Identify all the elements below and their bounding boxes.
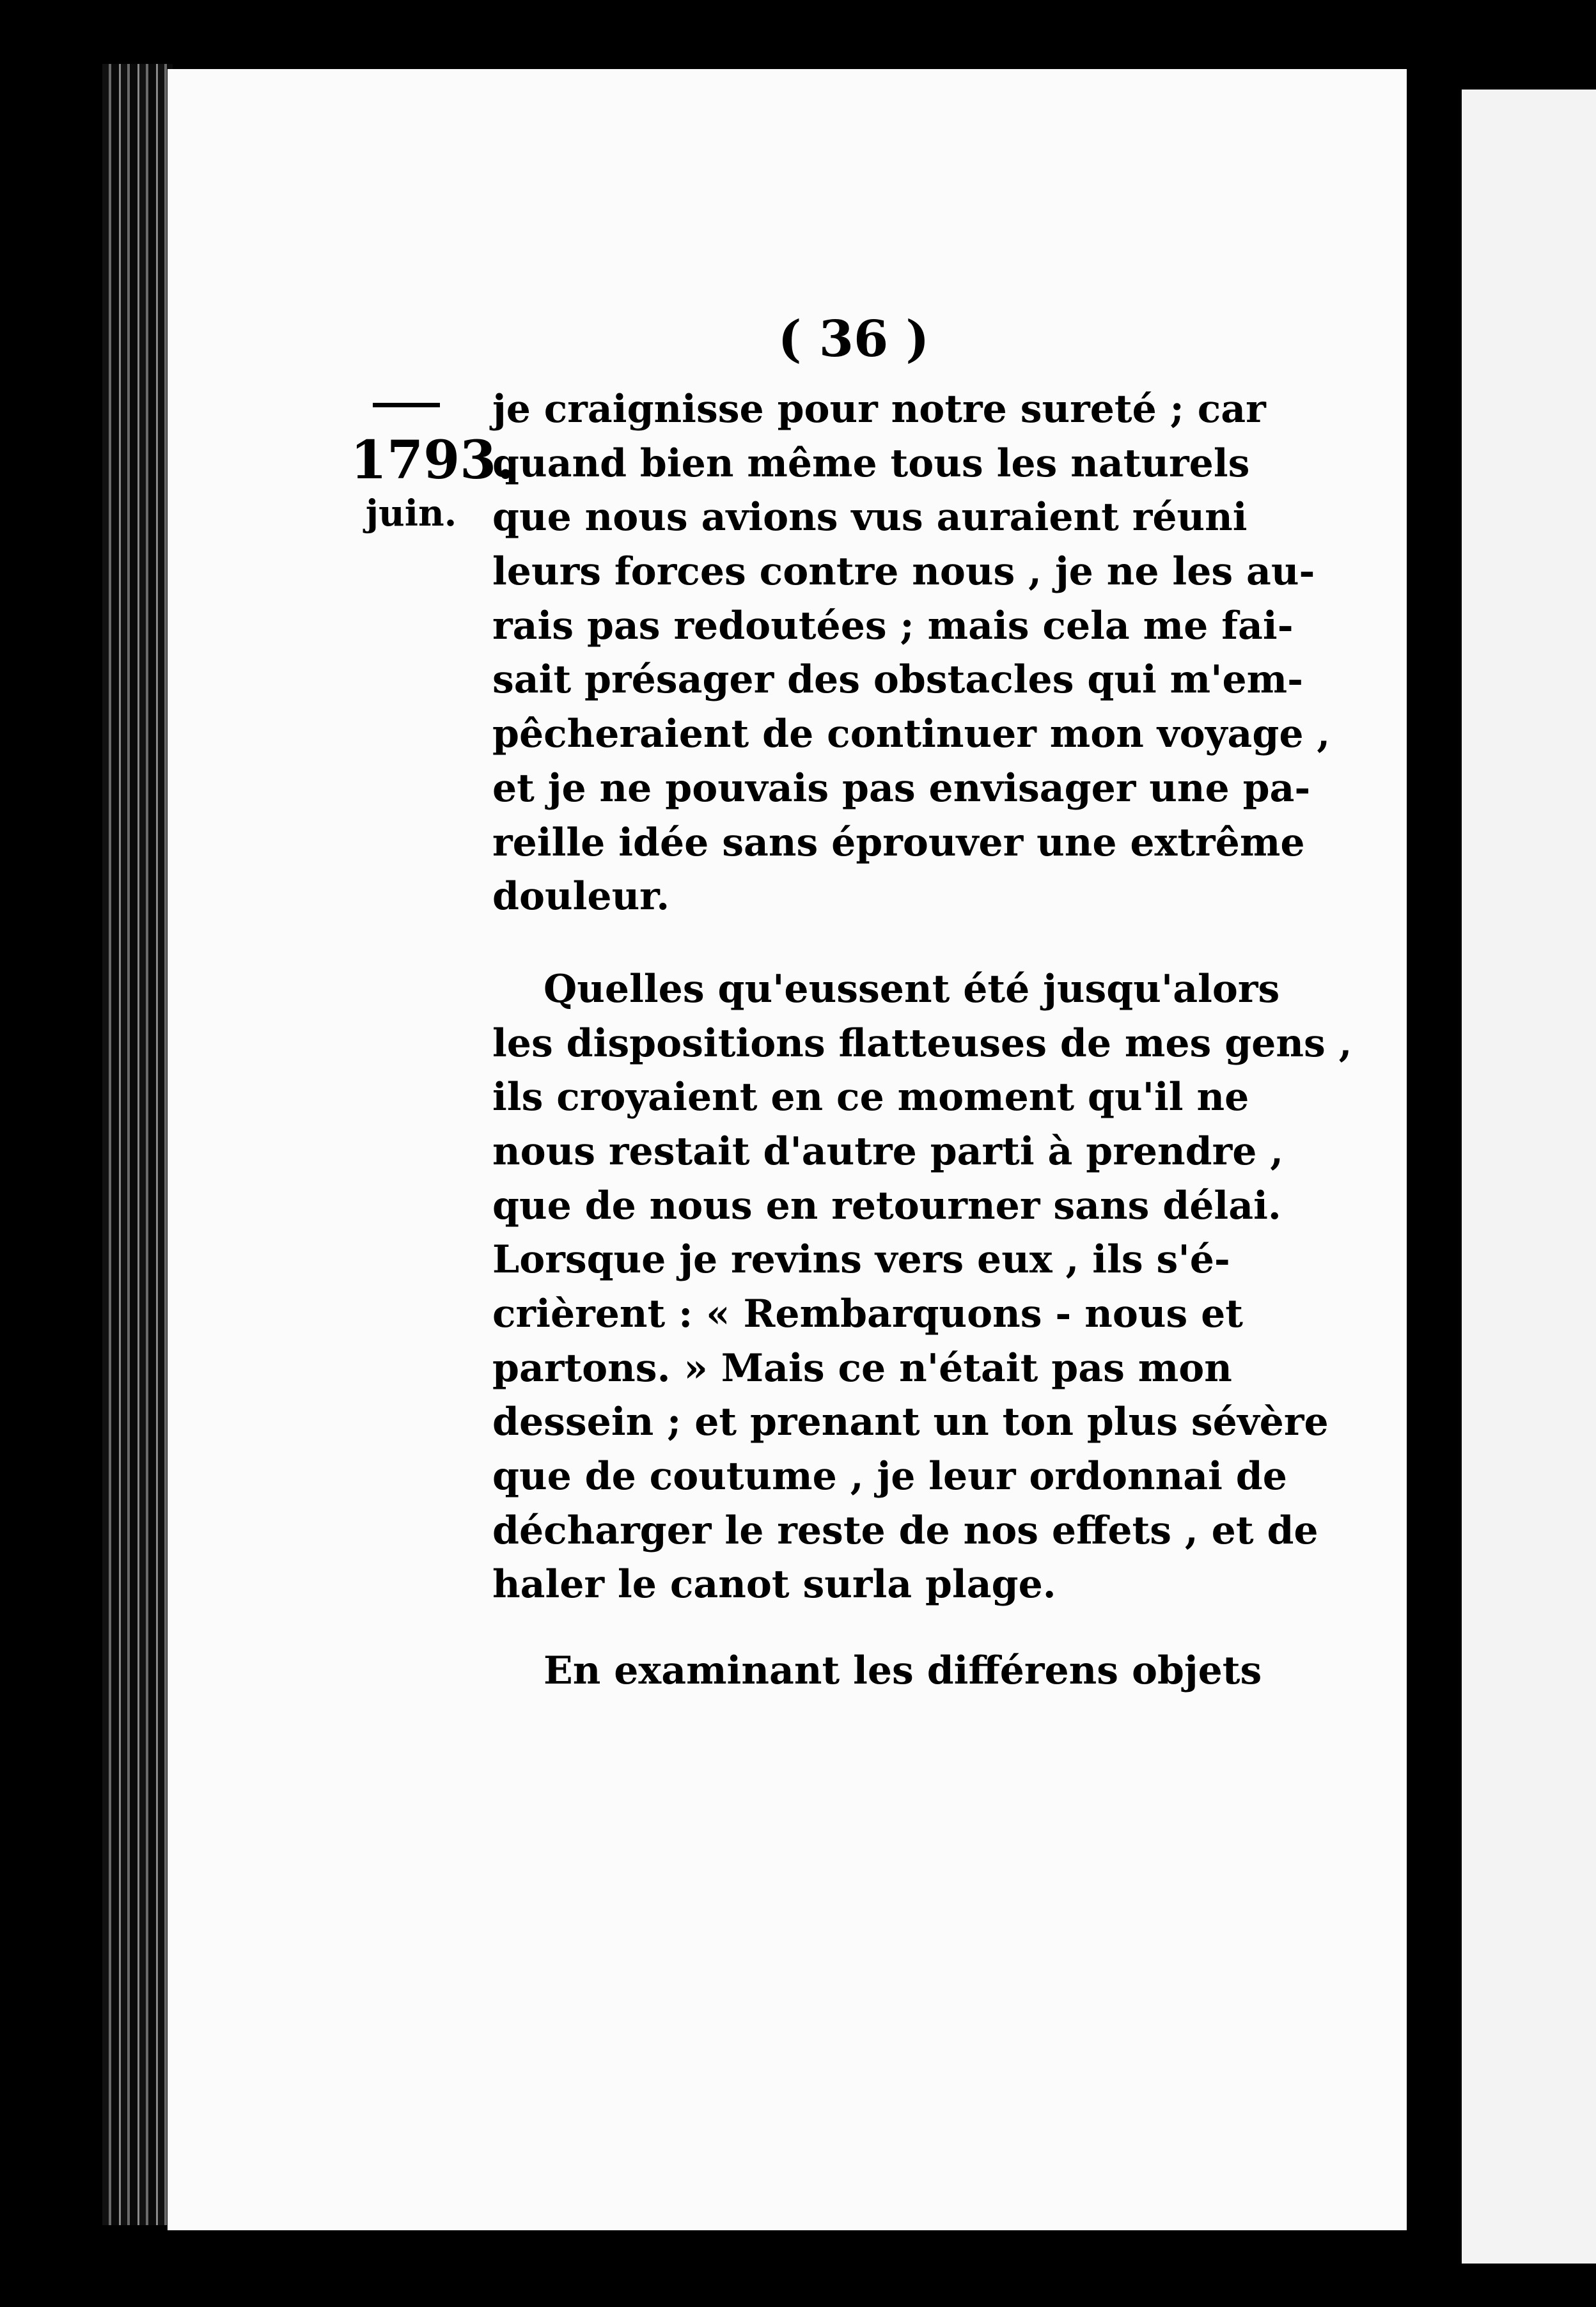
text-line: Quelles qu'eussent été jusqu'alors bbox=[544, 966, 1280, 1012]
text-line: Lorsque je revins vers eux , ils s'é- bbox=[492, 1237, 1230, 1283]
text-line: quand bien même tous les naturels bbox=[492, 441, 1250, 486]
facing-page-edge bbox=[1462, 90, 1596, 2264]
text-line: les dispositions flatteuses de mes gens , bbox=[492, 1021, 1352, 1066]
text-line: pêcheraient de continuer mon voyage , bbox=[492, 712, 1331, 757]
text-line: et je ne pouvais pas envisager une pa- bbox=[492, 765, 1311, 811]
paragraph-2 bbox=[492, 962, 1352, 1612]
page-number: ( 36 ) bbox=[778, 310, 930, 368]
text-line: crièrent : « Rembarquons - nous et bbox=[492, 1292, 1244, 1336]
margin-rule bbox=[373, 403, 440, 407]
text-line: que nous avions vus auraient réuni bbox=[492, 495, 1248, 540]
text-line: que de coutume , je leur ordonnai de bbox=[492, 1454, 1287, 1499]
text-line: leurs forces contre nous , je ne les au- bbox=[492, 549, 1315, 595]
paragraph-gap bbox=[492, 1612, 1228, 1644]
text-line: haler le canot surla plage. bbox=[492, 1562, 1056, 1607]
text-line: douleur. bbox=[492, 874, 670, 919]
text-line: sait présager des obstacles qui m'em- bbox=[492, 657, 1304, 703]
book-edge bbox=[102, 64, 173, 2225]
text-line: reille idée sans éprouver une extrême bbox=[492, 820, 1305, 865]
body-text bbox=[492, 382, 1352, 1698]
text-line: rais pas redoutées ; mais cela me fai- bbox=[492, 603, 1294, 648]
margin-year: 1793. bbox=[350, 430, 515, 491]
text-line: partons. » Mais ce n'était pas mon bbox=[492, 1345, 1232, 1391]
text-line: décharger le reste de nos effets , et de bbox=[492, 1508, 1318, 1553]
paragraph-3 bbox=[492, 1644, 1262, 1698]
text-line: nous restait d'autre parti à prendre , bbox=[492, 1129, 1284, 1174]
paragraph-1 bbox=[492, 382, 1331, 924]
paragraph-gap bbox=[492, 924, 1228, 962]
text-line: je craignisse pour notre sureté ; car bbox=[492, 387, 1266, 432]
margin-month: juin. bbox=[365, 492, 457, 535]
text-line: dessein ; et prenant un ton plus sévère bbox=[492, 1400, 1329, 1445]
text-line: En examinant les différens objets bbox=[544, 1648, 1262, 1694]
text-line: ils croyaient en ce moment qu'il ne bbox=[492, 1075, 1249, 1120]
text-line: que de nous en retourner sans délai. bbox=[492, 1183, 1281, 1228]
